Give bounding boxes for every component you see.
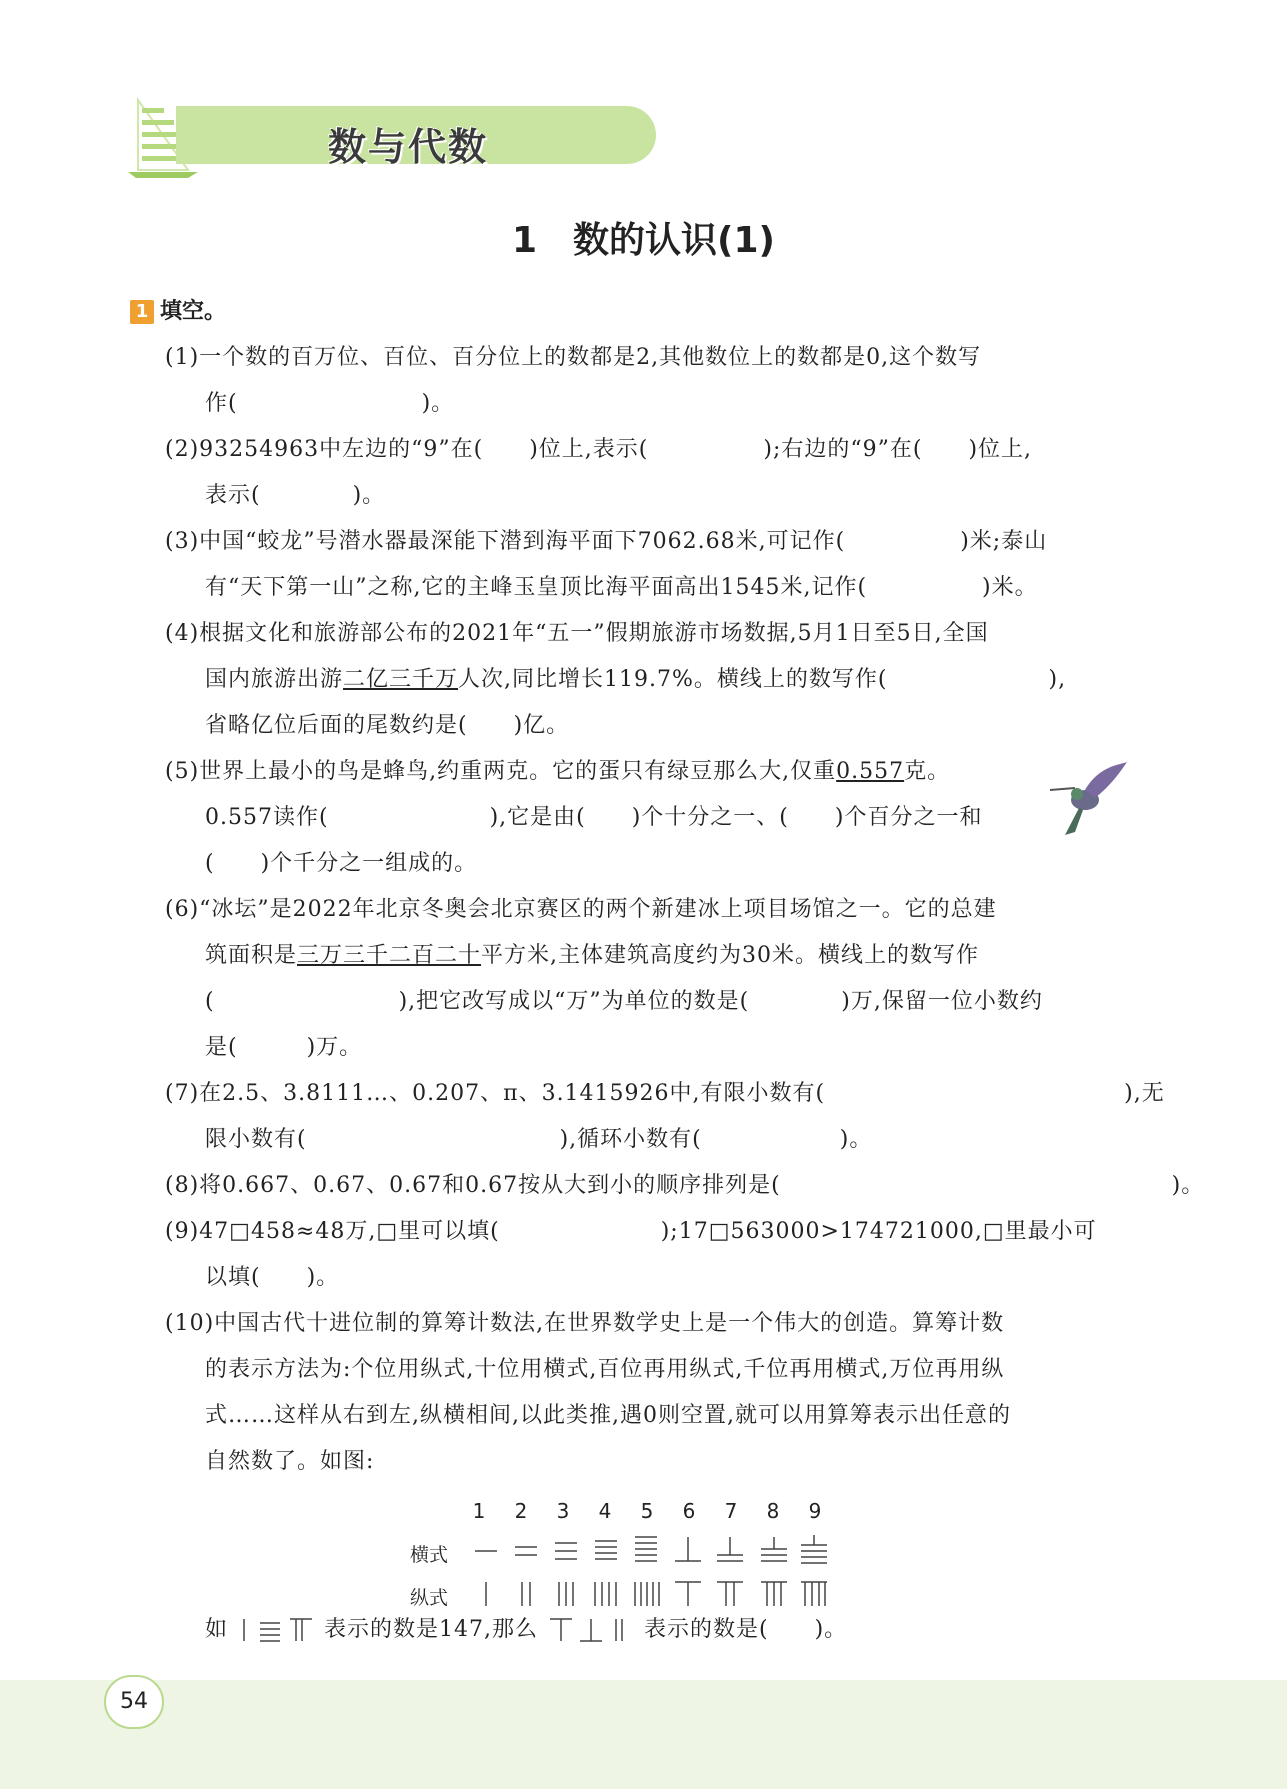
q9-line2: 以填( )。 xyxy=(205,1265,340,1290)
q5-line2: 0.557读作( ),它是由( )个十分之一、( )个百分之一和 xyxy=(205,805,983,830)
q1-line2: 作( )。 xyxy=(205,391,455,416)
section-heading xyxy=(130,294,226,325)
q4-line2: 国内旅游出游二亿三千万人次,同比增长119.7%。横线上的数写作( ), xyxy=(205,667,1067,692)
num-8: 8 xyxy=(766,1499,780,1523)
q6-line3: ( ),把它改写成以“万”为单位的数是( )万,保留一位小数约 xyxy=(205,989,1043,1014)
section-banner xyxy=(128,90,668,178)
zong-label: 纵式 xyxy=(409,1587,448,1609)
q10-line2: 的表示方法为:个位用纵式,十位用横式,百位再用纵式,千位再用横式,万位再用纵 xyxy=(205,1357,1005,1382)
section-label: 填空。 xyxy=(160,299,227,324)
heng-row xyxy=(400,1532,836,1575)
page-title: 1 数的认识(1) xyxy=(511,220,775,261)
num-2: 2 xyxy=(514,1499,528,1523)
q7-line2: 限小数有( ),循环小数有( )。 xyxy=(205,1127,873,1152)
hummingbird-icon xyxy=(1045,760,1130,840)
q3-line2: 有“天下第一山”之称,它的主峰玉皇顶比海平面高出1545米,记作( )米。 xyxy=(205,575,1038,600)
num-1: 1 xyxy=(472,1499,486,1523)
num-9: 9 xyxy=(808,1499,822,1523)
num-5: 5 xyxy=(640,1499,654,1523)
section-number: 1 xyxy=(130,300,154,324)
q10-line4: 自然数了。如图: xyxy=(205,1449,375,1474)
q6-line4: 是( )万。 xyxy=(205,1035,363,1060)
rods-147 xyxy=(236,1617,316,1643)
q10-example-line: 如 表示的数是147,那么 表示的数是( )。 xyxy=(205,1617,848,1642)
page-number: 54 xyxy=(104,1675,164,1729)
zong-rods xyxy=(467,1576,827,1612)
q10-line1: (10)中国古代十进位制的算筹计数法,在世界数学史上是一个伟大的创造。算筹计数 xyxy=(165,1311,1005,1336)
heng-rods xyxy=(467,1533,827,1569)
rods-question xyxy=(546,1617,636,1643)
q5-line3: ( )个千分之一组成的。 xyxy=(205,851,478,876)
q5-line1: (5)世界上最小的鸟是蜂鸟,约重两克。它的蛋只有绿豆那么大,仅重0.557克。 xyxy=(165,759,951,784)
banner-title: 数与代数 xyxy=(328,125,489,169)
q4-line3: 省略亿位后面的尾数约是( )亿。 xyxy=(205,713,570,738)
q2-line1: (2)93254963中左边的“9”在( )位上,表示( );右边的“9”在( )位上, xyxy=(165,437,1033,462)
q2-line2: 表示( )。 xyxy=(205,483,386,508)
q6-line2: 筑面积是三万三千二百二十平方米,主体建筑高度约为30米。横线上的数写作 xyxy=(205,943,980,968)
page-footer xyxy=(0,1680,1287,1789)
q10-line3: 式……这样从右到左,纵横相间,以此类推,遇0则空置,就可以用算筹表示出任意的 xyxy=(205,1403,1011,1428)
heng-label: 横式 xyxy=(409,1544,448,1566)
q7-line1: (7)在2.5、3.8111…、0.207、π、3.1415926中,有限小数有( ),无 xyxy=(165,1081,1165,1106)
q1-line1: (1)一个数的百万位、百位、百分位上的数都是2,其他数位上的数都是0,这个数写 xyxy=(165,345,982,370)
q4-line1: (4)根据文化和旅游部公布的2021年“五一”假期旅游市场数据,5月1日至5日,全国 xyxy=(165,621,989,646)
num-4: 4 xyxy=(598,1499,612,1523)
num-3: 3 xyxy=(556,1499,570,1523)
q9-line1: (9)47□458≈48万,□里可以填( );17□563000>174721000,□里最小可 xyxy=(165,1219,1097,1244)
q8-line1: (8)将0.667、0.67、0.67和0.67按从大到小的顺序排列是( )。 xyxy=(165,1173,1205,1198)
q3-line1: (3)中国“蛟龙”号潜水器最深能下潜到海平面下7062.68米,可记作( )米;泰山 xyxy=(165,529,1048,554)
q6-line1: (6)“冰坛”是2022年北京冬奥会北京赛区的两个新建冰上项目场馆之一。它的总建 xyxy=(165,897,997,922)
num-6: 6 xyxy=(682,1499,696,1523)
counting-rods-table xyxy=(400,1490,836,1618)
num-7: 7 xyxy=(724,1499,738,1523)
number-row xyxy=(400,1490,836,1532)
